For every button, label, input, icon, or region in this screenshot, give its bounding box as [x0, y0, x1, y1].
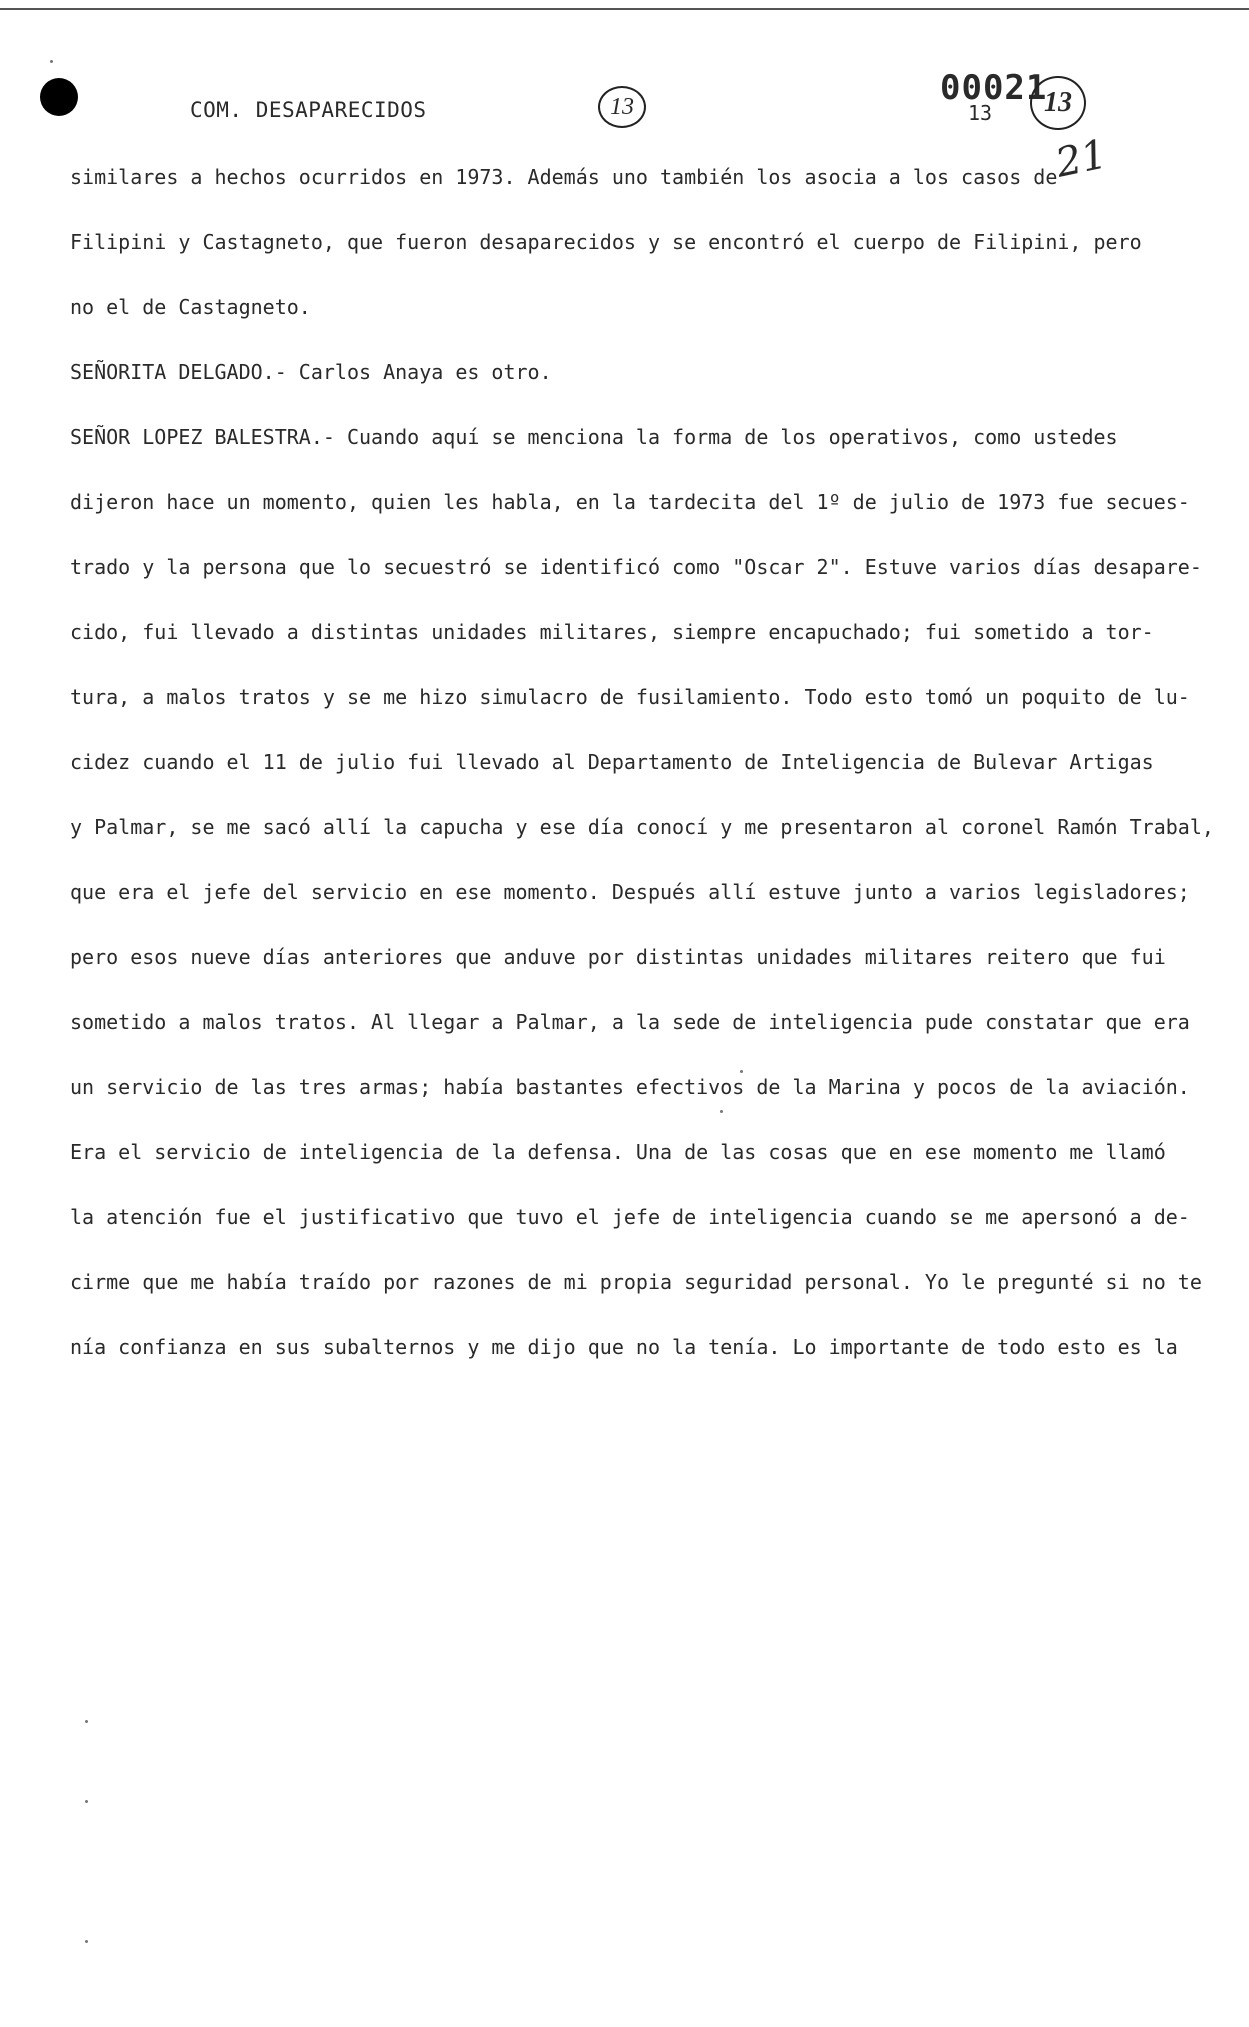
text-line: no el de Castagneto. — [70, 295, 311, 319]
margin-speck — [85, 1720, 88, 1723]
handwritten-folio-number: 21 — [1051, 131, 1112, 187]
page-number: 13 — [968, 101, 993, 125]
text-line: similares a hechos ocurridos en 1973. Además uno también los asocia a los casos de — [70, 165, 1058, 189]
text-line: un servicio de las tres armas; había bastantes efectivos de la Marina y pocos de la aviación. — [70, 1075, 1190, 1099]
text-line: sometido a malos tratos. Al llegar a Palmar, a la sede de inteligencia pude constatar que era — [70, 1010, 1190, 1034]
text-line: SEÑORITA DELGADO.- Carlos Anaya es otro. — [70, 360, 552, 384]
margin-speck — [85, 1940, 88, 1943]
transcript-body — [70, 155, 1214, 1390]
text-line: trado y la persona que lo secuestró se identificó como "Oscar 2". Estuve varios días desapare- — [70, 555, 1202, 579]
text-line: cirme que me había traído por razones de mi propia seguridad personal. Yo le pregunté si no te — [70, 1270, 1202, 1294]
margin-speck — [85, 1800, 88, 1803]
text-line: cido, fui llevado a distintas unidades militares, siempre encapuchado; fui sometido a tor- — [70, 620, 1154, 644]
text-line: SEÑOR LOPEZ BALESTRA.- Cuando aquí se menciona la forma de los operativos, como ustedes — [70, 425, 1118, 449]
punch-hole-mark — [40, 78, 78, 116]
text-line: la atención fue el justificativo que tuvo el jefe de inteligencia cuando se me apersonó a de- — [70, 1205, 1190, 1229]
top-border-line — [0, 8, 1249, 10]
circled-page-stamp: 13 — [598, 86, 646, 128]
text-line: y Palmar, se me sacó allí la capucha y ese día conocí y me presentaron al coronel Ramón Trabal, — [70, 815, 1214, 839]
text-line: cidez cuando el 11 de julio fui llevado al Departamento de Inteligencia de Bulevar Artigas — [70, 750, 1154, 774]
margin-speck — [740, 1070, 743, 1073]
folio-number: 00021 — [940, 68, 1048, 108]
text-line: tura, a malos tratos y se me hizo simulacro de fusilamiento. Todo esto tomó un poquito de lu- — [70, 685, 1190, 709]
text-line: Era el servicio de inteligencia de la defensa. Una de las cosas que en ese momento me llamó — [70, 1140, 1166, 1164]
text-line: nía confianza en sus subalternos y me dijo que no la tenía. Lo importante de todo esto es la — [70, 1335, 1178, 1359]
circled-folio-stamp: 13 — [1030, 76, 1086, 130]
text-line: que era el jefe del servicio en ese momento. Después allí estuve junto a varios legisladores; — [70, 880, 1190, 904]
text-line: dijeron hace un momento, quien les habla, en la tardecita del 1º de julio de 1973 fue secues- — [70, 490, 1190, 514]
margin-speck — [50, 60, 53, 63]
committee-header: COM. DESAPARECIDOS — [190, 98, 427, 122]
text-line: Filipini y Castagneto, que fueron desaparecidos y se encontró el cuerpo de Filipini, pero — [70, 230, 1142, 254]
text-line: pero esos nueve días anteriores que anduve por distintas unidades militares reitero que fui — [70, 945, 1166, 969]
margin-speck — [720, 1110, 723, 1113]
